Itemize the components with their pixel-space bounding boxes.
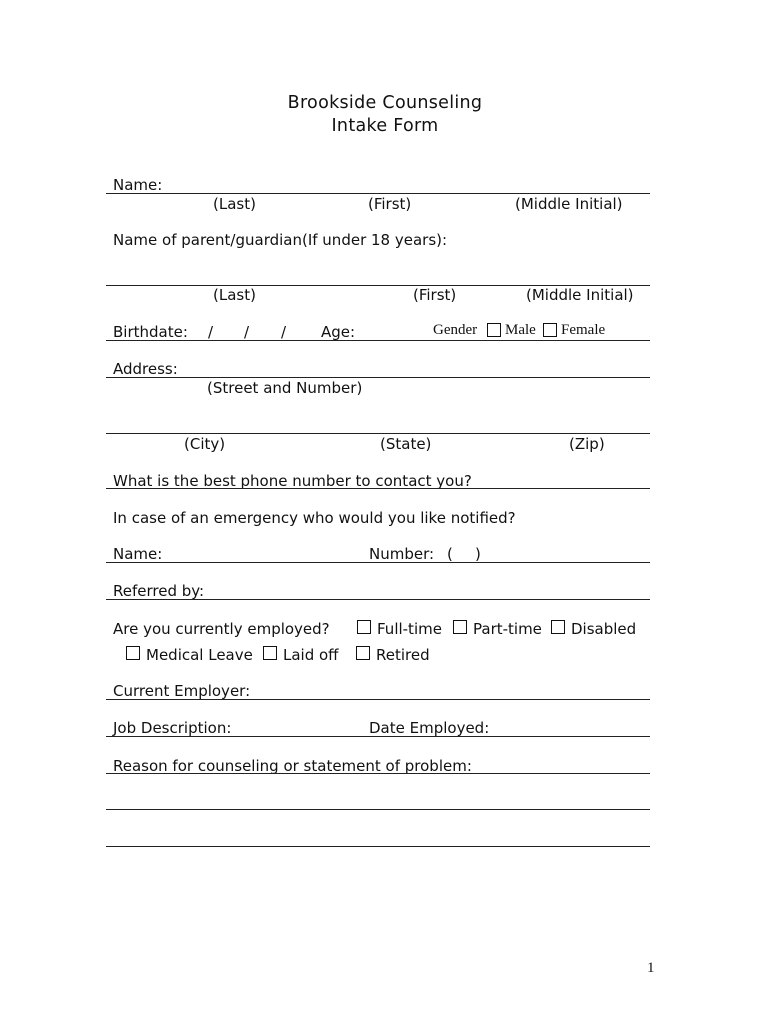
fulltime-label: Full-time — [377, 620, 442, 638]
parttime-checkbox[interactable] — [453, 620, 467, 634]
gender-male-checkbox[interactable] — [487, 323, 501, 337]
gender-female-checkbox[interactable] — [543, 323, 557, 337]
fulltime-checkbox[interactable] — [357, 620, 371, 634]
name-last-caption: (Last) — [213, 195, 256, 213]
referred-label: Referred by: — [113, 582, 205, 600]
employer-field-line[interactable] — [106, 699, 650, 700]
job-description-label: Job Description: — [113, 719, 232, 737]
address-label: Address: — [113, 360, 178, 378]
phone-field-line[interactable] — [106, 488, 650, 489]
birthdate-separator: / — [281, 323, 287, 341]
employer-label: Current Employer: — [113, 682, 251, 700]
reason-line-2[interactable] — [106, 809, 650, 810]
form-title: Brookside Counseling — [287, 93, 483, 113]
medical-leave-label: Medical Leave — [146, 646, 253, 664]
name-first-caption: (First) — [368, 195, 412, 213]
name-middle-caption: (Middle Initial) — [515, 195, 623, 213]
address-street-line[interactable] — [106, 377, 650, 378]
name-label: Name: — [113, 176, 163, 194]
medical-leave-checkbox[interactable] — [126, 646, 140, 660]
disabled-checkbox[interactable] — [551, 620, 565, 634]
emergency-field-line[interactable] — [106, 562, 650, 563]
birthdate-label: Birthdate: — [113, 323, 188, 341]
address-zip-caption: (Zip) — [569, 435, 605, 453]
disabled-label: Disabled — [571, 620, 637, 638]
emergency-name-label: Name: — [113, 545, 163, 563]
gender-male-label: Male — [505, 322, 536, 338]
referred-field-line[interactable] — [106, 599, 650, 600]
guardian-last-caption: (Last) — [213, 286, 256, 304]
retired-label: Retired — [376, 646, 430, 664]
form-subtitle: Intake Form — [331, 116, 439, 136]
guardian-label: Name of parent/guardian(If under 18 years): — [113, 231, 448, 249]
job-field-line[interactable] — [106, 736, 650, 737]
birthdate-field-line[interactable] — [106, 340, 650, 341]
birthdate-separator: / — [208, 323, 214, 341]
date-employed-label: Date Employed: — [369, 719, 490, 737]
guardian-first-caption: (First) — [413, 286, 457, 304]
area-code-close-paren: ) — [475, 545, 481, 563]
laid-off-checkbox[interactable] — [263, 646, 277, 660]
page-number: 1 — [647, 960, 655, 976]
address-street-caption: (Street and Number) — [207, 379, 363, 397]
employment-question: Are you currently employed? — [113, 620, 330, 638]
phone-label: What is the best phone number to contact you? — [113, 472, 472, 490]
age-label: Age: — [321, 323, 356, 341]
gender-female-label: Female — [561, 322, 606, 338]
area-code-open-paren: ( — [447, 545, 453, 563]
address-state-caption: (State) — [380, 435, 432, 453]
retired-checkbox[interactable] — [356, 646, 370, 660]
birthdate-separator: / — [244, 323, 250, 341]
reason-label: Reason for counseling or statement of problem: — [113, 757, 472, 775]
laid-off-label: Laid off — [283, 646, 339, 664]
emergency-question: In case of an emergency who would you like notified? — [113, 509, 516, 527]
parttime-label: Part-time — [473, 620, 542, 638]
reason-line-1[interactable] — [106, 773, 650, 774]
guardian-middle-caption: (Middle Initial) — [526, 286, 634, 304]
gender-label: Gender — [433, 322, 478, 338]
address-city-line[interactable] — [106, 433, 650, 434]
address-city-caption: (City) — [184, 435, 226, 453]
reason-line-3[interactable] — [106, 846, 650, 847]
emergency-number-label: Number: — [369, 545, 435, 563]
name-field-line[interactable] — [106, 193, 650, 194]
